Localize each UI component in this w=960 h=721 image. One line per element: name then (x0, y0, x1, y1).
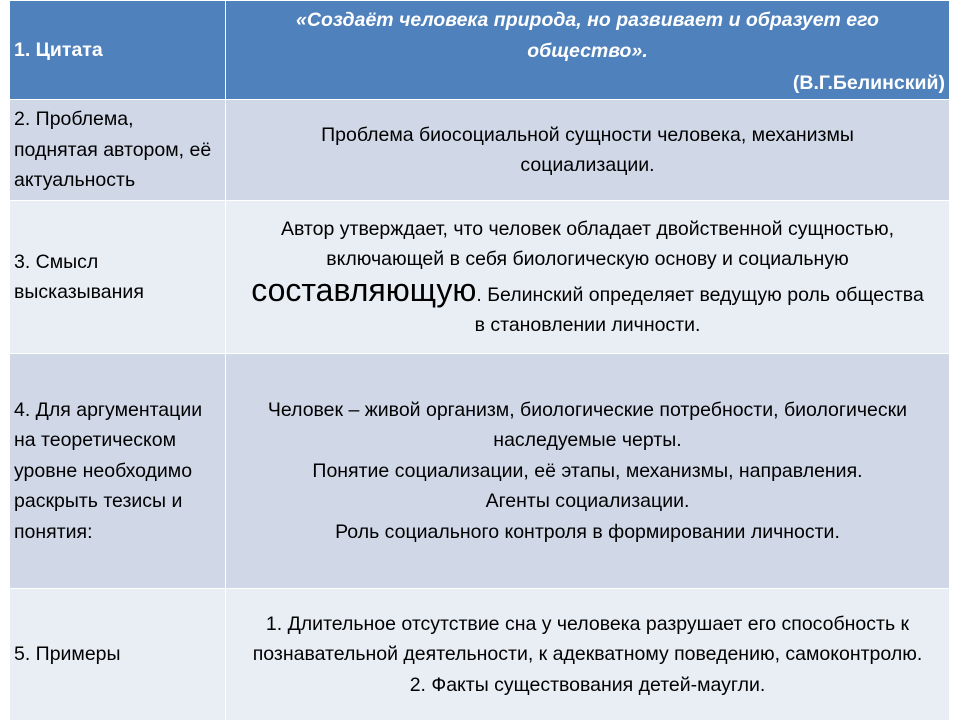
table-row-quote (10, 1, 950, 100)
meaning-emphasis: составляющую (251, 271, 477, 308)
theory-line-4: Роль социального контроля в формировании личности. (335, 520, 840, 543)
theory-cell (226, 354, 950, 589)
table-row-examples (10, 589, 950, 721)
row-label-theory: 4. Для аргументации на теоретическом уровне необходимо раскрыть тезисы и понятия: (10, 354, 226, 589)
meaning-text-end: . Белинский определяет ведущую роль общества в становлении личности. (474, 283, 924, 336)
theory-line-2: Понятие социализации, её этапы, механизмы, направления. (312, 459, 863, 482)
quote-cell (226, 1, 950, 100)
row-label-meaning: 3. Смысл высказывания (10, 201, 226, 354)
meaning-cell (226, 201, 950, 354)
theory-line-1: Человек – живой организм, биологические потребности, биологически наследуемые черты. (267, 398, 908, 452)
quote-line-2: общество». (527, 39, 648, 62)
table-row-meaning (10, 201, 950, 354)
table-row-problem (10, 100, 950, 201)
example-line-1: 1. Длительное отсутствие сна у человека разрушает его способность к познавательной деятельности, к адекватному поведению, самоконтролю. (252, 612, 923, 666)
quote-author: (В.Г.Белинский) (792, 72, 945, 95)
quote-line-1: «Создаёт человека природа, но развивает и образует его (296, 9, 879, 32)
examples-cell (226, 589, 950, 721)
row-label-problem: 2. Проблема, поднятая автором, её актуальность (10, 100, 226, 201)
theory-line-3: Агенты социализации. (485, 490, 690, 513)
essay-plan-table (9, 0, 950, 721)
row-label-quote: 1. Цитата (10, 1, 226, 100)
meaning-text-start: Автор утверждает, что человек обладает двойственной сущностью, включающей в себя биологическую основу и социальную (281, 217, 894, 270)
row-label-examples: 5. Примеры (10, 589, 226, 721)
example-line-2: 2. Факты существования детей-маугли. (409, 673, 766, 696)
table-row-theory (10, 354, 950, 589)
problem-cell: Проблема биосоциальной сущности человека, механизмы социализации. (226, 100, 950, 201)
